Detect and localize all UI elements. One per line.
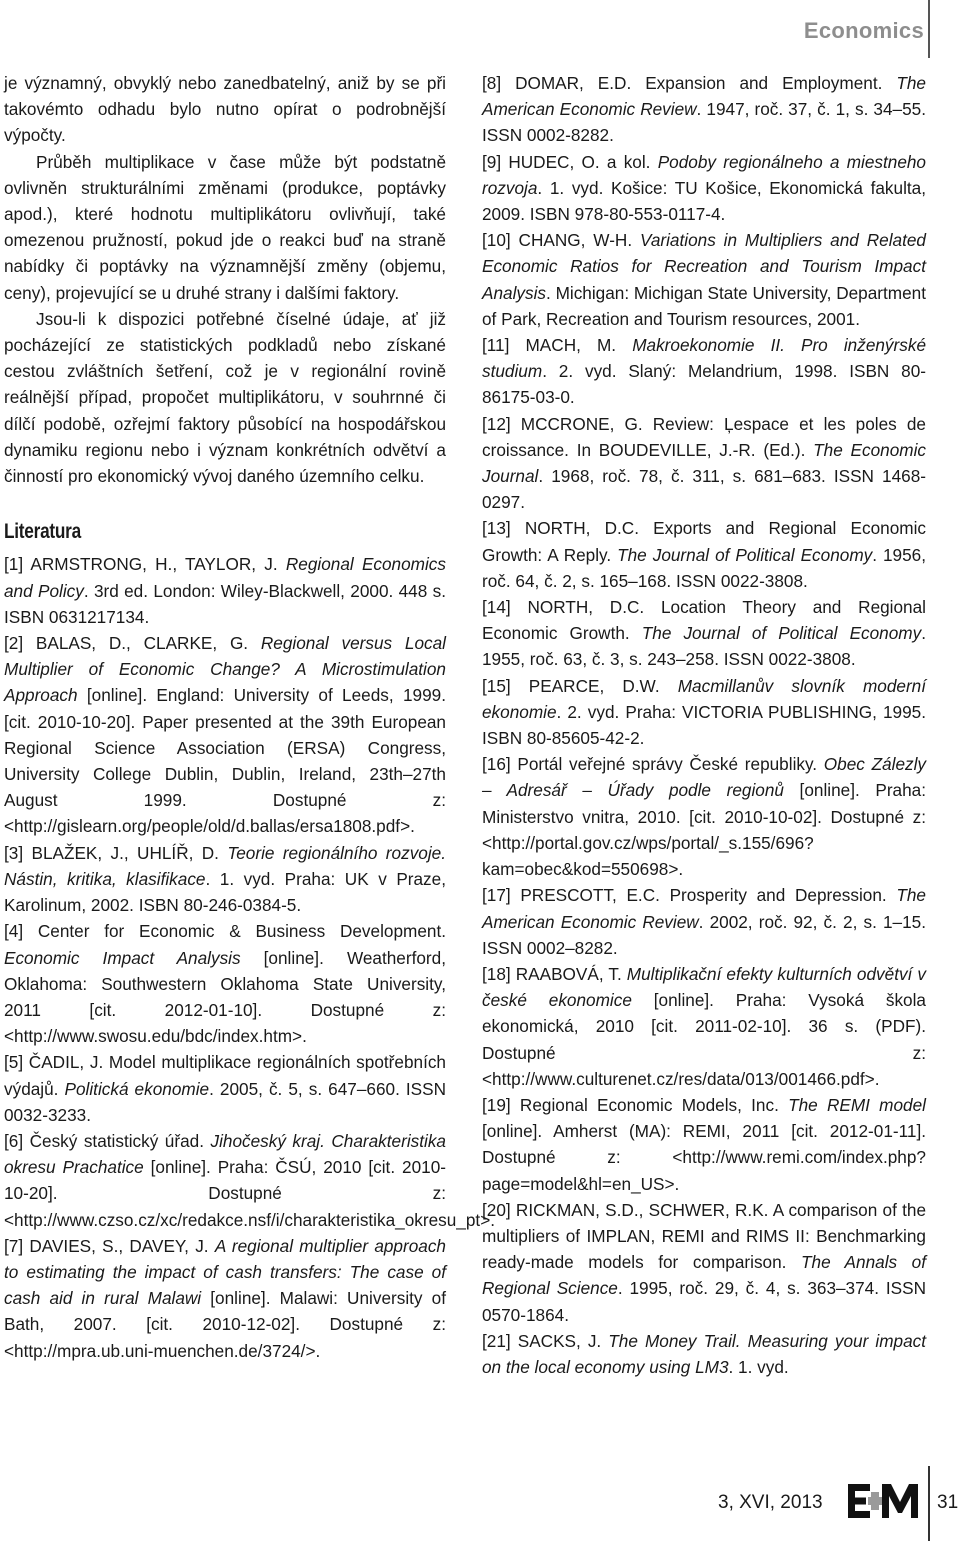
- paragraph: Průběh multiplikace v čase může být podstatně ovlivněn strukturálními změnami (produkce, poptávky apod.), které hodnotu multiplikátoru ovlivňují, také omezenou pružností, pokud jde o reakci buď na straně nabídky či poptávky na významnější změny (objemu, ceny), projevující se u druhé strany i dalšími faktory.: [4, 151, 446, 303]
- footer-rule: [928, 1466, 930, 1541]
- issue-label: 3, XVI, 2013: [718, 1492, 823, 1513]
- journal-logo: [846, 1480, 922, 1522]
- paragraph: Jsou-li k dispozici potřebné číselné údaje, ať již pocházející ze statistických podkladů nebo získané cestou zvláštních šetření, což je v regionální rovině reálnější případ, propočet multiplikátoru, v souhrnné či dílčí podobě, ozřejmí faktory působící na hospodářskou dynamiku regionu nebo i význam konkrétních odvětví a činností pro ekonomický vývoj daného územního celku.: [4, 308, 446, 487]
- right-column: [482, 70, 926, 1380]
- section-title: Economics: [803, 18, 924, 43]
- header-rule: [928, 0, 930, 58]
- literature-heading: Literatura: [4, 520, 81, 544]
- reference-item: [4] Center for Economic & Business Development. Economic Impact Analysis [online]. Weatherford, Oklahoma: Southwestern Oklahoma State University, 2011 [cit. 2012-01-10]. Dostupné z: <http://www.swosu.edu/bdc/index.htm>.: [4, 921, 446, 1047]
- reference-item: [16] Portál veřejné správy České republiky. Obec Zálezly – Adresář – Úřady podle regionů [online]. Praha: Ministerstvo vnitra, 2010. [cit. 2010-10-02]. Dostupné z: <http://portal.gov.cz/wps/portal/_s.155/696?kam=obec&kod=550698>.: [482, 754, 927, 880]
- paragraph: je významný, obvyklý nebo zanedbatelný, aniž by se při takovémto odhadu bylo nutno opírat o podrobnější výpočty.: [4, 73, 446, 146]
- reference-item: [10] CHANG, W-H. Variations in Multipliers and Related Economic Ratios for Recreation and Tourism Impact Analysis. Michigan: Michigan State University, Department of Park, Recreation and Tourism resources, 2001.: [482, 230, 926, 329]
- reference-item: [19] Regional Economic Models, Inc. The REMI model [online]. Amherst (MA): REMI, 2011 [cit. 2012-01-11]. Dostupné z: <http://www.remi.com/index.php?page=model&hl=en_US>.: [482, 1094, 926, 1194]
- reference-item: [5] ČADIL, J. Model multiplikace regionálních spotřebních výdajů. Politická ekonomie. 2005, č. 5, s. 647–660. ISSN 0032-3233.: [4, 1052, 447, 1125]
- reference-item: [15] PEARCE, D.W. Macmillanův slovník moderní ekonomie. 2. vyd. Praha: VICTORIA PUBLISHING, 1995. ISBN 80-85605-42-2.: [482, 675, 927, 749]
- reference-item: [12] MCCRONE, G. Review: Ļespace et les poles de croissance. In BOUDEVILLE, J.-R. (Ed.). The Economic Journal. 1968, roč. 78, č. 311, s. 681–683. ISSN 1468-0297.: [482, 413, 927, 513]
- reference-item: [7] DAVIES, S., DAVEY, J. A regional multiplier approach to estimating the impact of cash transfers: The case of cash aid in rural Malawi [online]. Malawi: University of Bath, 2007. [cit. 2010-12-02]. Dostupné z: <http://mpra.ub.uni-muenchen.de/3724/>.: [4, 1235, 446, 1361]
- reference-item: [20] RICKMAN, S.D., SCHWER, R.K. A comparison of the multipliers of IMPLAN, REMI and RIMS II: Benchmarking ready-made models for comparison. The Annals of Regional Science. 1995, roč. 29, č. 4, s. 363–374. ISSN 0570-1864.: [482, 1199, 926, 1325]
- reference-item: [1] ARMSTRONG, H., TAYLOR, J. Regional Economics and Policy. 3rd ed. London: Wiley-Blackwell, 2000. 448 s. ISBN 0631217134.: [4, 554, 446, 627]
- reference-item: [6] Český statistický úřad. Jihočeský kraj. Charakteristika okresu Prachatice [online]. Praha: ČSÚ, 2010 [cit. 2010-10-20]. Dostupné z: <http://www.czso.cz/xc/redakce.nsf/i/charakteristika_okresu_pt>.: [4, 1130, 496, 1230]
- reference-item: [17] PRESCOTT, E.C. Prosperity and Depression. The American Economic Review. 2002, roč. 92, č. 2, s. 1–15. ISSN 0002–8282.: [482, 885, 926, 958]
- reference-item: [3] BLAŽEK, J., UHLÍŘ, D. Teorie regionálního rozvoje. Nástin, kritika, klasifikace. 1. vyd. Praha: UK v Praze, Karolinum, 2002. ISBN 80-246-0384-5.: [4, 842, 446, 916]
- reference-item: [13] NORTH, D.C. Exports and Regional Economic Growth: A Reply. The Journal of Political Economy. 1956, roč. 64, č. 2, s. 165–168. ISSN 0022-3808.: [482, 518, 926, 591]
- reference-item: [9] HUDEC, O. a kol. Podoby regionálneho a miestneho rozvoja. 1. vyd. Košice: TU Košice, Ekonomická fakulta, 2009. ISBN 978-80-553-0117-4.: [482, 151, 926, 225]
- reference-item: [2] BALAS, D., CLARKE, G. Regional versus Local Multiplier of Economic Change? A Microstimulation Approach [online]. England: University of Leeds, 1999. [cit. 2010-10-20]. Paper presented at the 39th European Regional Science Association (ERSA) Congress, University College Dublin, Dublin, Ireland, 23th–27th August 1999. Dostupné z: <http://gislearn.org/people/old/d.ballas/ersa1808.pdf>.: [4, 633, 446, 837]
- reference-item: [14] NORTH, D.C. Location Theory and Regional Economic Growth. The Journal of Political Economy. 1955, roč. 63, č. 3, s. 243–258. ISSN 0022-3808.: [482, 597, 926, 670]
- page-number: 31: [937, 1492, 959, 1513]
- reference-item: [11] MACH, M. Makroekonomie II. Pro inženýrské studium. 2. vyd. Slaný: Melandrium, 1998. ISBN 80-86175-03-0.: [482, 335, 926, 408]
- left-column: [4, 70, 496, 1364]
- reference-item: [18] RAABOVÁ, T. Multiplikační efekty kulturních odvětví v české ekonomice [online]. Praha: Vysoká škola ekonomická, 2010 [cit. 2011-02-10]. 36 s. (PDF). Dostupné z: <http://www.culturenet.cz/res/data/013/001466.pdf>.: [482, 963, 926, 1089]
- reference-item: [21] SACKS, J. The Money Trail. Measuring your impact on the local economy using LM3. 1. vyd.: [482, 1330, 926, 1377]
- reference-item: [8] DOMAR, E.D. Expansion and Employment. The American Economic Review. 1947, roč. 37, č. 1, s. 34–55. ISSN 0002-8282.: [482, 73, 926, 146]
